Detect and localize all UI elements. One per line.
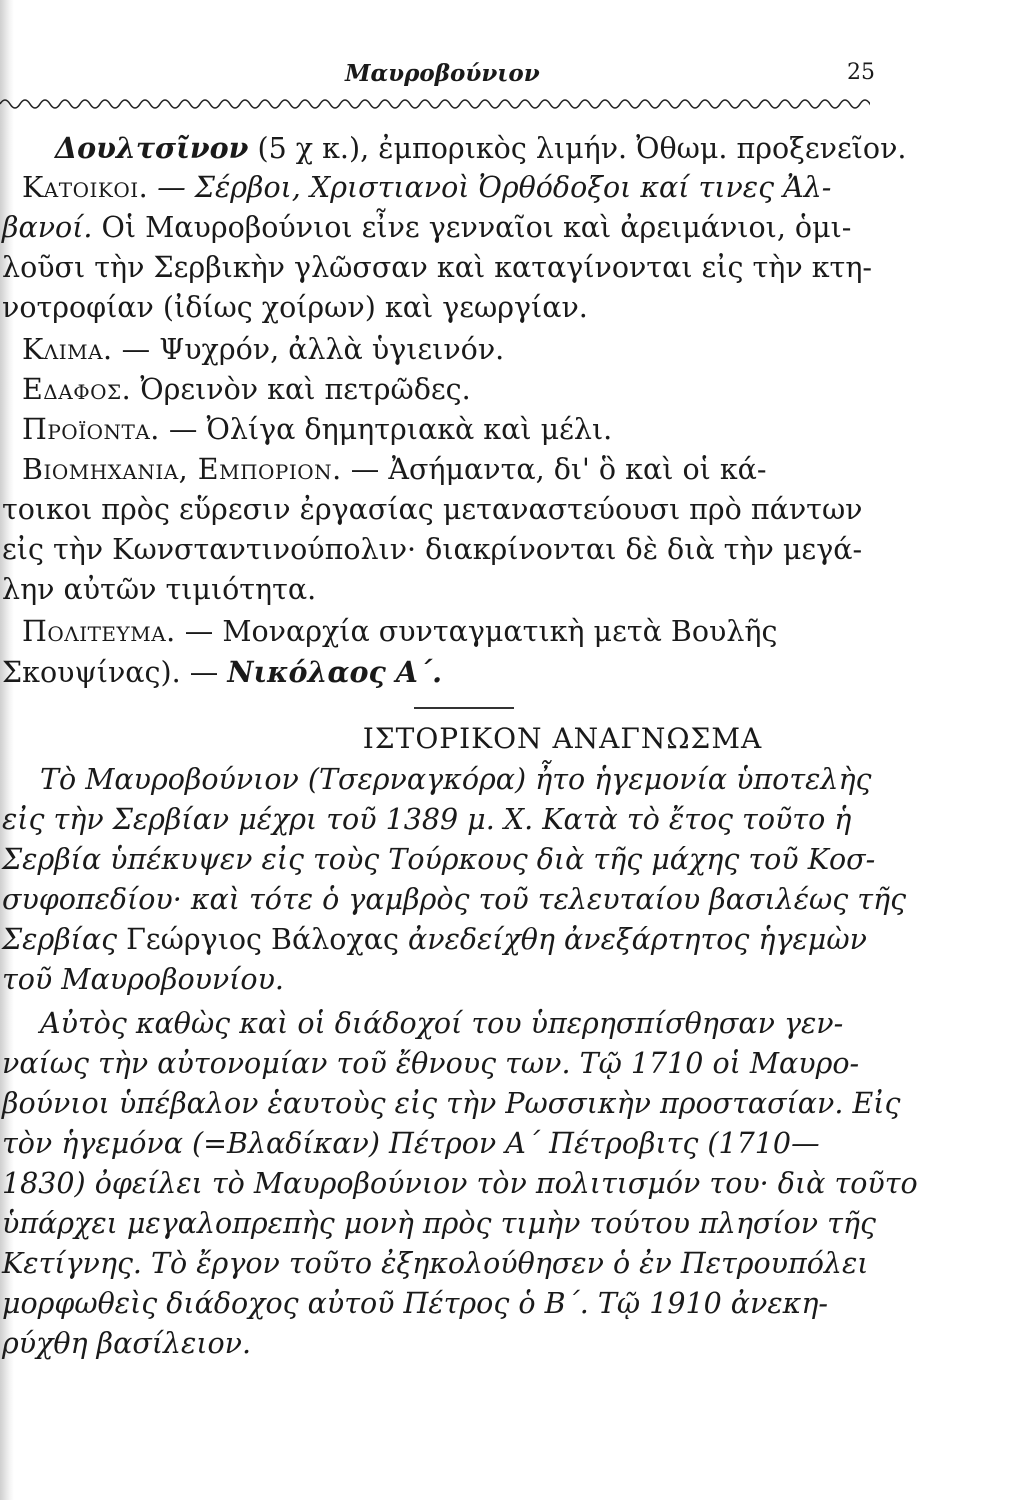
line-text: — Σέρβοι, Χριστιανοὶ Ὀρθόδοξοι καί τινες Ἀλ-: [148, 171, 832, 204]
line-climate: [22, 330, 504, 370]
running-title: Μαυροβούνιον: [345, 60, 540, 87]
hist-line-10: τὸν ἡγεμόνα (=Βλαδίκαν) Πέτρον Α΄ Πέτροβιτς (1710—: [2, 1127, 820, 1160]
page-number: 25: [847, 60, 875, 85]
line-ruler: [2, 652, 442, 693]
hist-line-6: τοῦ Μαυροβουνίου.: [2, 963, 284, 996]
hist-line-15: ρύχθη βασίλειον.: [2, 1327, 252, 1360]
line-11: εἰς τὴν Κωνσταντινούπολιν· διακρίνονται δὲ διὰ τὴν μεγά-: [2, 533, 863, 566]
label-inhabitants: Κατοικοι.: [22, 171, 149, 204]
line-5: νοτροφίαν (ἰδίως χοίρων) καὶ γεωργίαν.: [2, 291, 588, 324]
hist-line-14: μορφωθεὶς διάδοχος αὐτοῦ Πέτρος ὁ Β΄. Τῷ 1910 ἀνεκη-: [2, 1287, 829, 1320]
line-text: — Ἀσήμαντα, δι' ὃ καὶ οἱ κά-: [341, 453, 767, 486]
hist-line-11: 1830) ὀφείλει τὸ Μαυροβούνιον τὸν πολιτισμόν του· διὰ τοῦτο: [2, 1167, 918, 1200]
label-climate: Κλιμα.: [22, 333, 113, 366]
line-text: (5 χ κ.), ἐμπορικὸς λιμήν. Ὀθωμ. προξενεῖον.: [248, 132, 907, 165]
hist-line-9: βούνιοι ὑπέβαλον ἑαυτοὺς εἰς τὴν Ρωσσικὴν προστασίαν. Εἰς: [2, 1087, 901, 1120]
wavy-divider: [0, 92, 870, 116]
label-soil: Εδαφος.: [22, 373, 132, 406]
person-name: Γεώργιος Βάλοχας: [126, 923, 399, 956]
label-products: Προϊοντα.: [22, 413, 160, 446]
line-text: — Ψυχρόν, ἀλλὰ ὑγιεινόν.: [112, 333, 505, 366]
line-text: — Μοναρχία συνταγματικὴ μετὰ Βουλῆς: [175, 615, 778, 648]
line-text-italic: Σερβίας: [2, 923, 127, 956]
line-text: Ὀρεινὸν καὶ πετρῶδες.: [131, 373, 471, 406]
line-ports: [55, 128, 906, 169]
hist-line-2: εἰς τὴν Σερβίαν μέχρι τοῦ 1389 μ. Χ. Κατὰ τὸ ἔτος τοῦτο ἡ: [2, 803, 852, 836]
hist-line-7: Αὐτὸς καθὼς καὶ οἱ διάδοχοί του ὑπερησπίσθησαν γεν-: [40, 1007, 844, 1040]
line-text: Σκουψίνας). —: [2, 656, 228, 689]
line-government: [22, 612, 777, 652]
line-3: [2, 208, 851, 248]
hist-line-13: Κετίγνης. Τὸ ἔργον τοῦτο ἐξηκολούθησεν ὁ ἐν Πετρουπόλει: [2, 1247, 869, 1280]
line-text-italic: βανοί.: [2, 211, 93, 244]
section-rule: [414, 707, 514, 709]
hist-line-8: ναίως τὴν αὐτονομίαν τοῦ ἔθνους των. Τῷ 1710 οἱ Μαυρο-: [2, 1047, 860, 1080]
hist-line-5: [2, 920, 867, 960]
line-10: τοικοι πρὸς εὕρεσιν ἐργασίας μεταναστεύουσι πρὸ πάντων: [2, 493, 863, 526]
line-products: [22, 410, 612, 450]
label-industry: Βιομηχανια, Εμποριον.: [22, 453, 342, 486]
line-industry: [22, 450, 767, 490]
hist-line-4: συφοπεδίου· καὶ τότε ὁ γαμβρὸς τοῦ τελευταίου βασιλέως τῆς: [2, 883, 907, 916]
line-text: — Ὀλίγα δημητριακὰ καὶ μέλι.: [159, 413, 613, 446]
hist-line-12: ὑπάρχει μεγαλοπρεπὴς μονὴ πρὸς τιμὴν τούτου πλησίον τῆς: [2, 1207, 876, 1240]
line-text: Οἱ Μαυροβούνιοι εἶνε γενναῖοι καὶ ἀρειμάνιοι, ὁμι-: [92, 211, 852, 244]
section-heading: ΙΣΤΟΡΙΚΟΝ ΑΝΑΓΝΩΣΜΑ: [362, 722, 763, 755]
line-12: λην αὐτῶν τιμιότητα.: [2, 573, 317, 606]
line-soil: [22, 370, 471, 410]
line-text-italic: ἀνεδείχθη ἀνεξάρτητος ἡγεμὼν: [398, 923, 867, 956]
label-government: Πολιτευμα.: [22, 615, 176, 648]
hist-line-3: Σερβία ὑπέκυψεν εἰς τοὺς Τούρκους διὰ τῆς μάχης τοῦ Κοσ-: [2, 843, 876, 876]
hist-line-1: Τὸ Μαυροβούνιον (Τσερναγκόρα) ἦτο ἡγεμονία ὑποτελὴς: [40, 763, 872, 796]
line-inhabitants: [22, 168, 831, 208]
line-4: λοῦσι τὴν Σερβικὴν γλῶσσαν καὶ καταγίνονται εἰς τὴν κτη-: [2, 251, 873, 284]
port-name: Δουλτσῖνον: [55, 131, 249, 165]
ruler-name: Νικόλαος Α΄.: [227, 655, 443, 689]
